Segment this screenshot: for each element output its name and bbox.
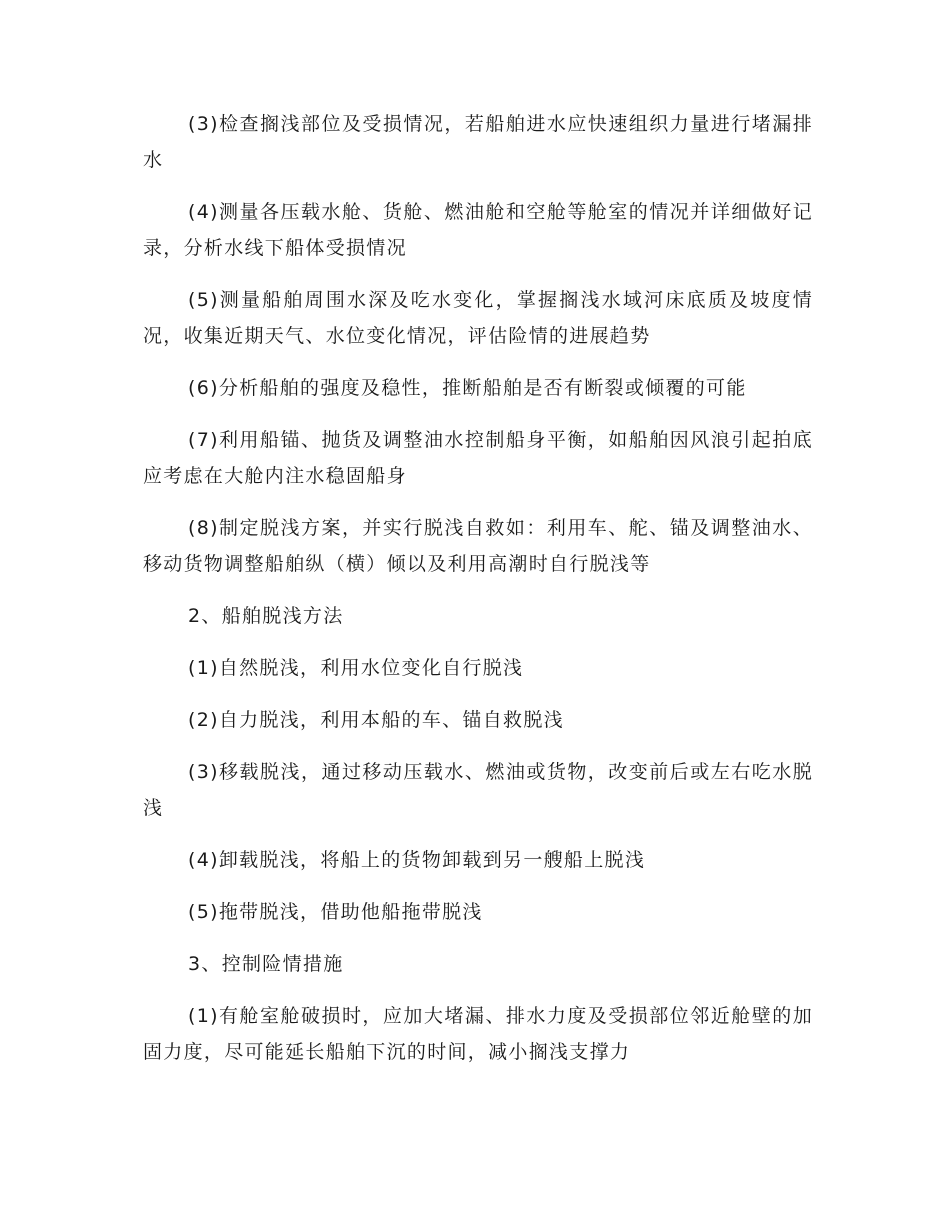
paragraph-compartment-damage: (1)有舱室舱破损时，应加大堵漏、排水力度及受损部位邻近舱壁的加固力度，尽可能延长船舶下沉的时间，减小搁浅支撑力 xyxy=(143,1005,813,1063)
paragraph-transfer-refloat: (3)移载脱浅，通过移动压载水、燃油或货物，改变前后或左右吃水脱浅 xyxy=(143,761,813,819)
paragraph-tow-refloat: (5)拖带脱浅，借助他船拖带脱浅 xyxy=(188,901,483,923)
paragraph-self-refloat: (2)自力脱浅，利用本船的车、锚自救脱浅 xyxy=(188,709,564,731)
section-heading-danger-control: 3、控制险情措施 xyxy=(188,953,344,975)
paragraph-analyze-strength-stability: (6)分析船舶的强度及稳性，推断船舶是否有断裂或倾覆的可能 xyxy=(188,377,747,399)
section-heading-refloat-methods: 2、船舶脱浅方法 xyxy=(188,605,344,627)
paragraph-refloat-plan: (8)制定脱浅方案，并实行脱浅自救如：利用车、舵、锚及调整油水、移动货物调整船舶纵（横）倾以及利用高潮时自行脱浅等 xyxy=(143,517,813,575)
paragraph-measure-tanks: (4)测量各压载水舱、货舱、燃油舱和空舱等舱室的情况并详细做好记录，分析水线下船体受损情况 xyxy=(143,201,813,259)
paragraph-measure-water-depth: (5)测量船舶周围水深及吃水变化，掌握搁浅水域河床底质及坡度情况，收集近期天气、水位变化情况，评估险情的进展趋势 xyxy=(143,289,813,347)
paragraph-control-balance: (7)利用船锚、抛货及调整油水控制船身平衡，如船舶因风浪引起拍底应考虑在大舱内注水稳固船身 xyxy=(143,429,813,487)
document-body xyxy=(143,106,813,1086)
paragraph-unload-refloat: (4)卸载脱浅，将船上的货物卸载到另一艘船上脱浅 xyxy=(188,849,646,871)
paragraph-natural-refloat: (1)自然脱浅，利用水位变化自行脱浅 xyxy=(188,657,524,679)
paragraph-check-grounding-damage: (3)检查搁浅部位及受损情况，若船舶进水应快速组织力量进行堵漏排水 xyxy=(143,113,813,171)
